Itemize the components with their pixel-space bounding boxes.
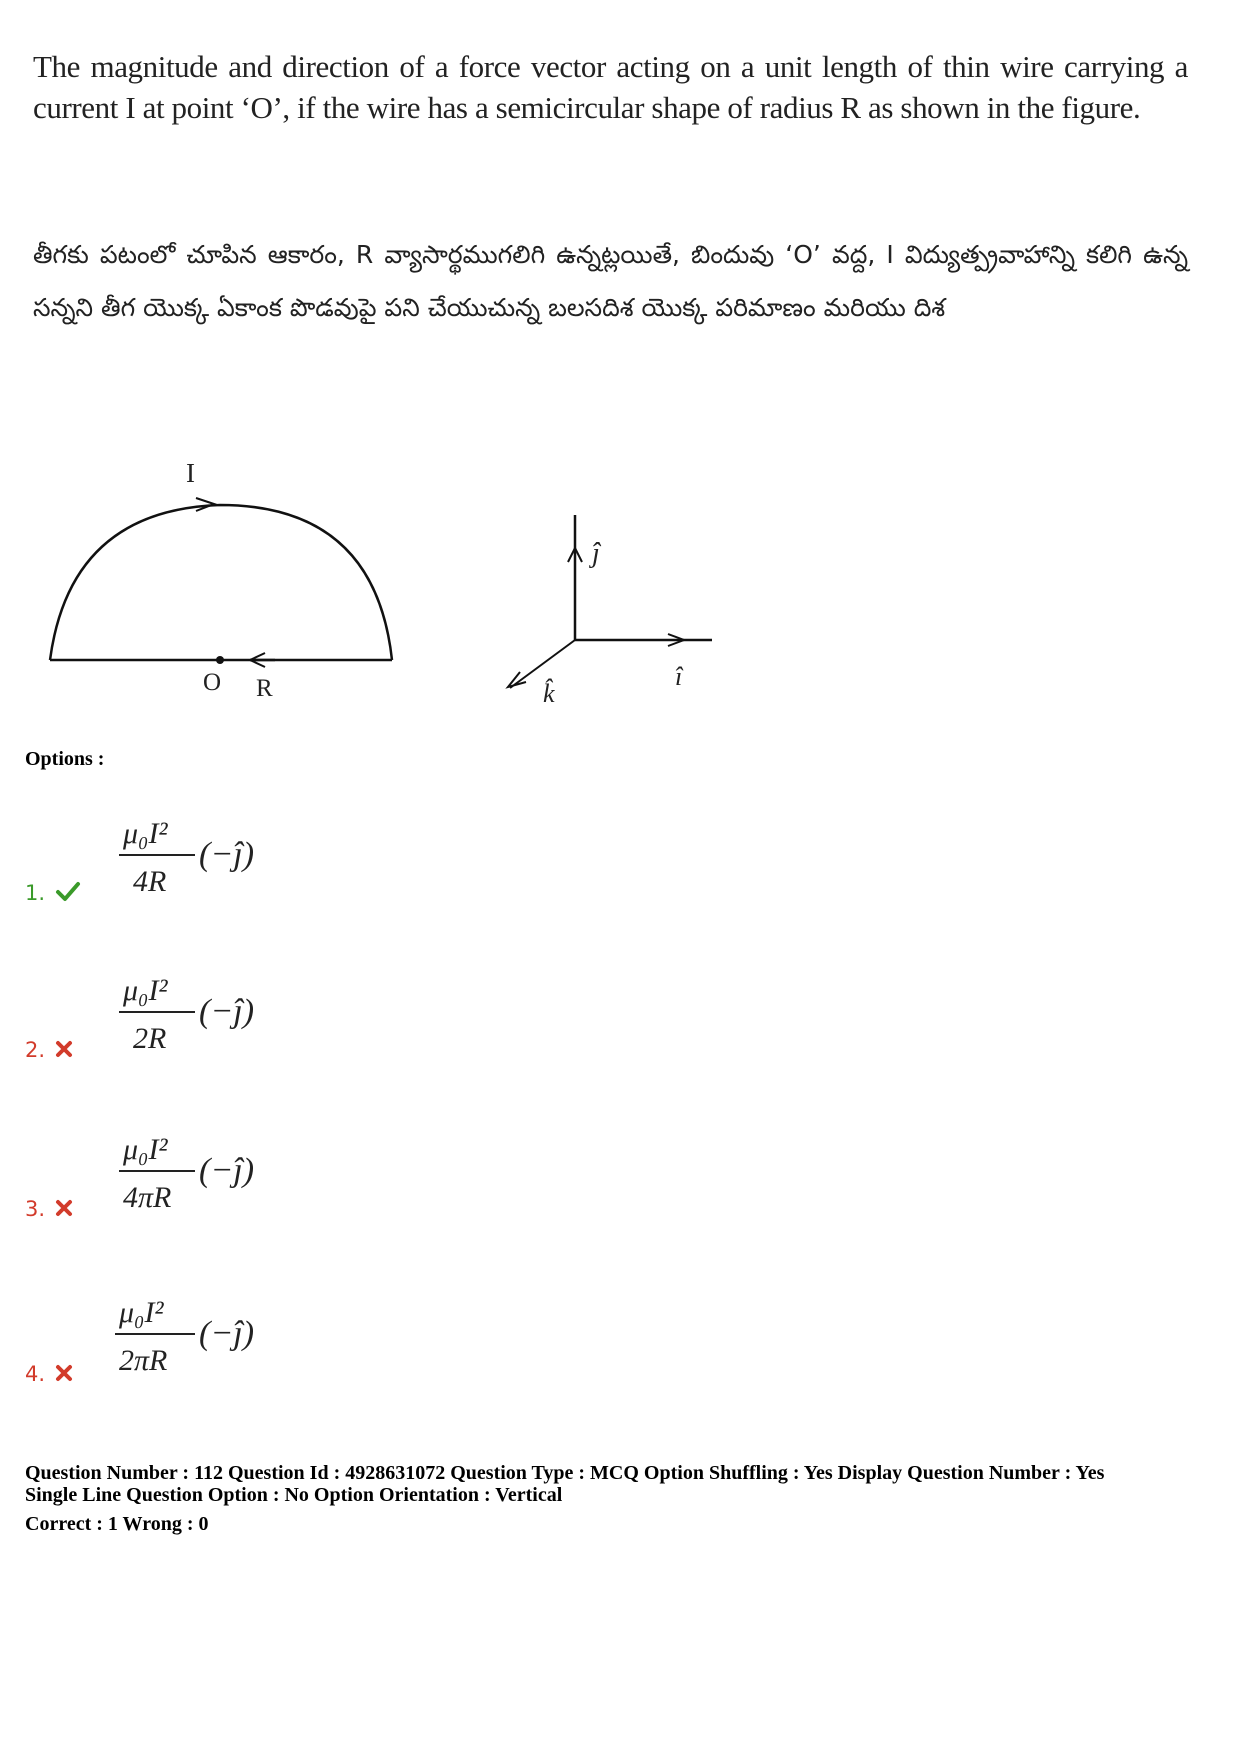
current-label: I bbox=[186, 458, 195, 488]
semicircle-wire bbox=[50, 505, 392, 660]
question-figure bbox=[0, 440, 760, 720]
axis-k-label: k̂ bbox=[543, 679, 555, 708]
option-denominator: 2R bbox=[133, 1022, 167, 1055]
axis-i-label: î bbox=[675, 662, 683, 691]
axis-j-label: ĵ bbox=[592, 538, 600, 569]
option-numerator: μ₀I² bbox=[123, 974, 168, 1007]
option-4-formula bbox=[95, 1286, 315, 1386]
option-1[interactable] bbox=[25, 805, 425, 945]
option-direction: (−ĵ) bbox=[199, 1315, 255, 1352]
option-3[interactable] bbox=[25, 1121, 425, 1261]
option-number: 4. bbox=[25, 1362, 46, 1386]
option-3-formula bbox=[95, 1121, 315, 1221]
option-numerator: μ₀I² bbox=[119, 1296, 164, 1329]
cross-icon bbox=[55, 1040, 73, 1058]
cross-icon bbox=[55, 1199, 73, 1217]
option-numerator: μ₀I² bbox=[123, 817, 168, 850]
arc-current-arrow bbox=[196, 498, 214, 511]
point-o-label: O bbox=[203, 669, 222, 696]
option-2[interactable] bbox=[25, 962, 425, 1102]
cross-icon bbox=[55, 1364, 73, 1382]
point-o-marker bbox=[216, 656, 224, 664]
question-text-telugu: తీగకు పటంలో చూపిన ఆకారం, R వ్యాసార్థముగలిగి ఉన్నట్లయితే, బిందువు ‘O’ వద్ద, I విద్యుత్ప్రవాహాన్ని కలిగి ఉన్న సన్నని తీగ యొక్క ఏకాంక పొడవుపై పని చేయుచున్న బలసదిశ యొక్క పరిమాణం మరియు దిశ bbox=[33, 240, 1188, 322]
options-heading: Options : bbox=[25, 748, 105, 770]
option-number: 3. bbox=[25, 1197, 46, 1221]
check-icon bbox=[55, 879, 81, 903]
option-1-formula bbox=[95, 805, 315, 905]
option-2-formula bbox=[95, 962, 315, 1062]
option-direction: (−ĵ) bbox=[199, 1152, 255, 1189]
option-number: 2. bbox=[25, 1038, 46, 1062]
option-direction: (−ĵ) bbox=[199, 836, 255, 873]
option-denominator: 4R bbox=[133, 865, 167, 898]
radius-label: R bbox=[256, 675, 273, 702]
option-denominator: 4πR bbox=[123, 1181, 172, 1214]
option-numerator: μ₀I² bbox=[123, 1133, 168, 1166]
option-4[interactable] bbox=[25, 1286, 425, 1426]
option-direction: (−ĵ) bbox=[199, 993, 255, 1030]
option-denominator: 2πR bbox=[119, 1344, 168, 1377]
question-text-english: The magnitude and direction of a force vector acting on a unit length of thin wire carrying a current I at point ‘O’, if the wire has a semicircular shape of radius R as shown in the figure. bbox=[33, 49, 1188, 125]
option-number: 1. bbox=[25, 881, 46, 905]
question-meta-score: Correct : 1 Wrong : 0 bbox=[25, 1513, 209, 1535]
question-meta-line-2: Single Line Question Option : No Option Orientation : Vertical bbox=[25, 1484, 563, 1506]
question-meta-line-1: Question Number : 112 Question Id : 4928631072 Question Type : MCQ Option Shuffling : Yes Display Question Number : Yes bbox=[25, 1462, 1105, 1484]
